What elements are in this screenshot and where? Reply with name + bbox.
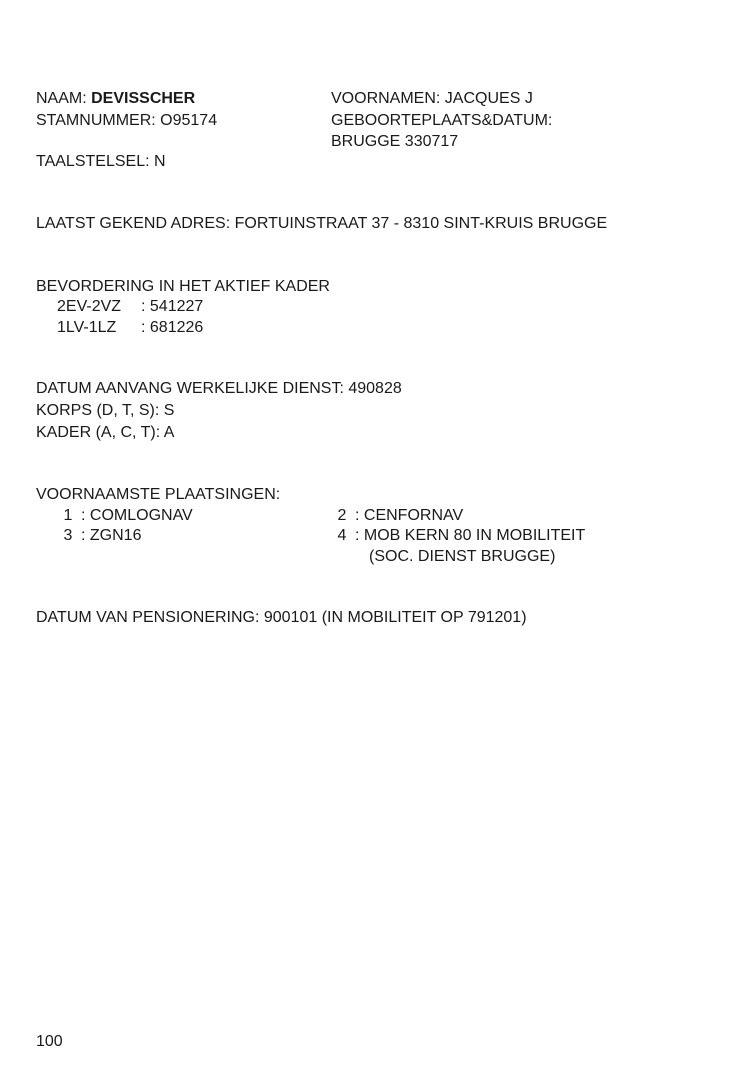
bevordering-date: : 541227 <box>141 298 204 315</box>
plaatsing-text: : COMLOGNAV <box>81 507 193 524</box>
plaatsing-text: : MOB KERN 80 IN MOBILITEIT <box>355 527 586 544</box>
plaatsing-num: 3 <box>63 527 73 544</box>
naam-label: NAAM: <box>36 90 87 107</box>
page-number: 100 <box>36 1033 63 1050</box>
voornamen-value: JACQUES J <box>444 90 533 107</box>
naam-value: DEVISSCHER <box>91 90 196 107</box>
adres-value: FORTUINSTRAAT 37 - 8310 SINT-KRUIS BRUGGE <box>234 215 608 232</box>
voornamen-label: VOORNAMEN: <box>331 90 441 107</box>
korps-line: KORPS (D, T, S): S <box>36 402 175 419</box>
taalstelsel-line <box>36 151 166 173</box>
bevordering-item <box>57 317 203 339</box>
geboorte-value: BRUGGE 330717 <box>331 133 459 150</box>
bevordering-item <box>57 296 203 318</box>
taalstelsel-label: TAALSTELSEL: <box>36 153 150 170</box>
taalstelsel-value: N <box>153 153 166 170</box>
stamnummer-line <box>36 110 217 132</box>
voornamen-line <box>331 88 533 110</box>
bevordering-rank: 2EV-2VZ <box>57 298 122 315</box>
pensioen-line: DATUM VAN PENSIONERING: 900101 (IN MOBILITEIT OP 791201) <box>36 609 527 626</box>
plaatsing-text: : ZGN16 <box>81 527 142 544</box>
plaatsing-continuation: (SOC. DIENST BRUGGE) <box>369 548 556 565</box>
plaatsingen-heading: VOORNAAMSTE PLAATSINGEN: <box>36 486 281 503</box>
bevordering-date: : 681226 <box>141 319 204 336</box>
plaatsing-num: 4 <box>337 527 347 544</box>
plaatsing-text: : CENFORNAV <box>355 507 464 524</box>
stamnummer-value: O95174 <box>160 112 218 129</box>
bevordering-rank: 1LV-1LZ <box>57 319 117 336</box>
geboorte-label: GEBOORTEPLAATS&DATUM: <box>331 112 553 129</box>
kader-line: KADER (A, C, T): A <box>36 424 175 441</box>
bevordering-heading: BEVORDERING IN HET AKTIEF KADER <box>36 278 330 295</box>
naam-line <box>36 88 195 110</box>
aanvang-dienst: DATUM AANVANG WERKELIJKE DIENST: 490828 <box>36 380 402 397</box>
adres-label: LAATST GEKEND ADRES: <box>36 215 231 232</box>
adres-line <box>36 213 607 235</box>
plaatsing-num: 2 <box>337 507 347 524</box>
plaatsing-item <box>55 525 141 547</box>
plaatsing-item <box>55 505 193 527</box>
stamnummer-label: STAMNUMMER: <box>36 112 156 129</box>
plaatsing-num: 1 <box>63 507 73 524</box>
plaatsing-item <box>329 525 585 547</box>
plaatsing-item <box>329 505 463 527</box>
